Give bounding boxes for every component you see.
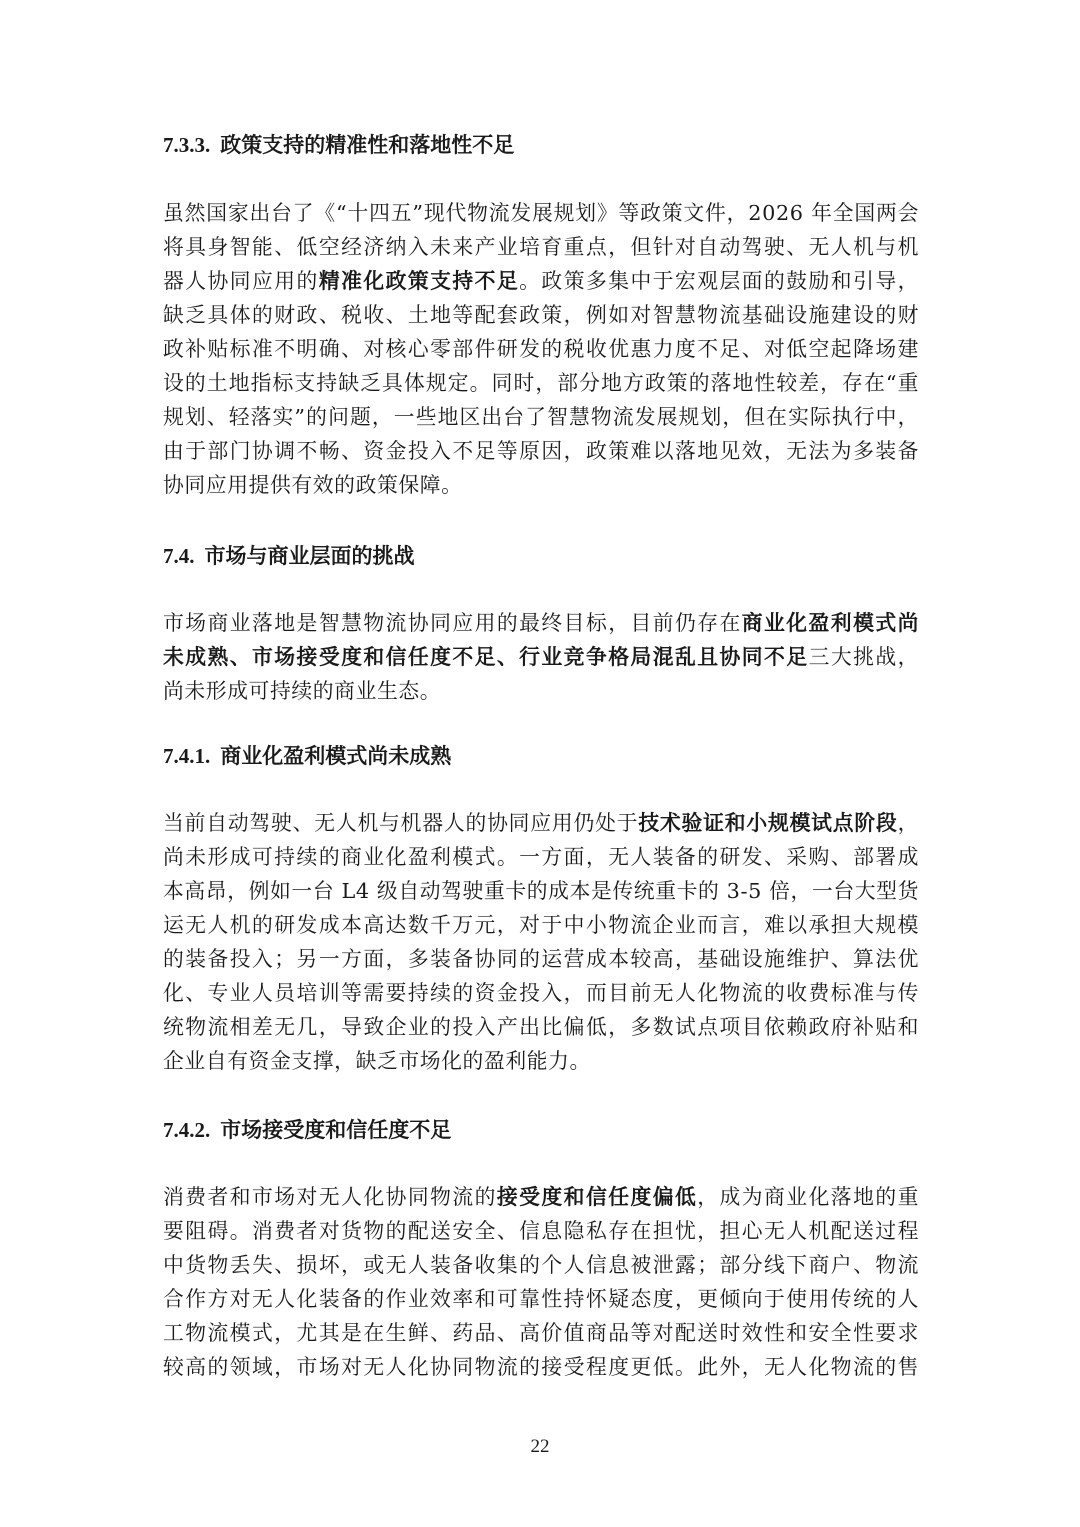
text-span: 运无人机的研发成本高达数千万元，对于中小物流企业而言，难以承担大规模 [163,913,919,937]
text-line [163,468,919,502]
text-line [163,1316,919,1350]
paragraph-7-4 [163,606,919,708]
text-line [163,196,919,230]
text-span: 的装备投入；另一方面，多装备协同的运营成本较高，基础设施维护、算法优 [163,947,919,971]
text-line [163,942,919,976]
text-span: 市场商业落地是智慧物流协同应用的最终目标，目前仍存在 [163,611,742,635]
text-line [163,1248,919,1282]
text-span: 合作方对无人化装备的作业效率和可靠性持怀疑态度，更倾向于使用传统的人 [163,1287,919,1311]
section-number: 7.3.3. [163,133,211,157]
text-span: ，成为商业化落地的重 [697,1185,919,1209]
text-line [163,674,919,708]
text-span: 本高昂，例如一台 L4 级自动驾驶重卡的成本是传统重卡的 3-5 倍，一台大型货 [163,879,919,903]
section-number: 7.4.2. [163,1118,211,1142]
text-span: 政补贴标准不明确、对核心零部件研发的税收优惠力度不足、对低空起降场建 [163,337,919,361]
text-span: 协同应用提供有效的政策保障。 [163,473,463,497]
paragraph-7-4-1 [163,806,919,1078]
emphasis-text: 未成熟、市场接受度和信任度不足、行业竞争格局混乱且协同不足 [163,644,809,669]
text-span: 由于部门协调不畅、资金投入不足等原因，政策难以落地见效，无法为多装备 [163,439,919,463]
text-span: 三大挑战， [808,645,920,669]
text-span: 统物流相差无几，导致企业的投入产出比偏低，多数试点项目依赖政府补贴和 [163,1015,919,1039]
text-span: 较高的领域，市场对无人化协同物流的接受程度更低。此外，无人化物流的售 [163,1355,919,1379]
text-line [163,840,919,874]
section-title: 商业化盈利模式尚未成熟 [220,743,452,768]
text-span: 中货物丢失、损坏，或无人装备收集的个人信息被泄露；部分线下商户、物流 [163,1253,919,1277]
text-span: 设的土地指标支持缺乏具体规定。同时，部分地方政策的落地性较差，存在“重 [163,371,919,395]
text-span: 消费者和市场对无人化协同物流的 [163,1185,497,1209]
section-number: 7.4.1. [163,744,211,768]
text-line [163,606,919,640]
emphasis-text: 技术验证和小规模试点阶段 [638,810,898,835]
text-span: 化、专业人员培训等需要持续的资金投入，而目前无人化物流的收费标准与传 [163,981,919,1005]
section-number: 7.4. [163,544,195,568]
text-line [163,298,919,332]
section-heading-7-3-3 [163,134,923,156]
text-span: 当前自动驾驶、无人机与机器人的协同应用仍处于 [163,811,639,835]
section-title: 市场接受度和信任度不足 [220,1117,452,1142]
paragraph-7-4-2 [163,1180,919,1384]
text-line [163,230,919,264]
text-span: 尚未形成可持续的商业化盈利模式。一方面，无人装备的研发、采购、部署成 [163,845,919,869]
text-line [163,1350,919,1384]
text-span: 规划、轻落实”的问题，一些地区出台了智慧物流发展规划，但在实际执行中， [163,405,919,429]
text-span: ， [897,811,919,835]
page-number: 22 [530,1436,550,1457]
section-heading-7-4 [163,545,923,567]
text-line [163,1214,919,1248]
text-line [163,1044,919,1078]
text-span: 尚未形成可持续的商业生态。 [163,679,442,703]
text-line [163,264,919,298]
emphasis-text: 接受度和信任度偏低 [496,1184,698,1209]
text-line [163,976,919,1010]
text-line [163,366,919,400]
text-span: 。政策多集中于宏观层面的鼓励和引导， [519,269,919,293]
text-span: 虽然国家出台了《“十四五”现代物流发展规划》等政策文件，2026 年全国两会 [163,201,919,225]
text-line [163,874,919,908]
text-span: 将具身智能、低空经济纳入未来产业培育重点，但针对自动驾驶、无人机与机 [163,235,919,259]
section-title: 政策支持的精准性和落地性不足 [220,132,515,157]
section-heading-7-4-2 [163,1119,923,1141]
text-line [163,908,919,942]
text-line [163,1180,919,1214]
text-line [163,434,919,468]
text-line [163,640,919,674]
emphasis-text: 商业化盈利模式尚 [741,610,919,635]
text-line [163,1010,919,1044]
section-heading-7-4-1 [163,745,923,767]
text-span: 工物流模式，尤其是在生鲜、药品、高价值商品等对配送时效性和安全性要求 [163,1321,919,1345]
emphasis-text: 精准化政策支持不足 [318,268,520,293]
text-span: 企业自有资金支撑，缺乏市场化的盈利能力。 [163,1049,591,1073]
text-line [163,400,919,434]
text-line [163,806,919,840]
text-line [163,332,919,366]
text-span: 缺乏具体的财政、税收、土地等配套政策，例如对智慧物流基础设施建设的财 [163,303,919,327]
paragraph-7-3-3 [163,196,919,502]
text-line [163,1282,919,1316]
section-title: 市场与商业层面的挑战 [204,543,415,568]
text-span: 器人协同应用的 [163,269,319,293]
text-span: 要阻碍。消费者对货物的配送安全、信息隐私存在担忧，担心无人机配送过程 [163,1219,919,1243]
